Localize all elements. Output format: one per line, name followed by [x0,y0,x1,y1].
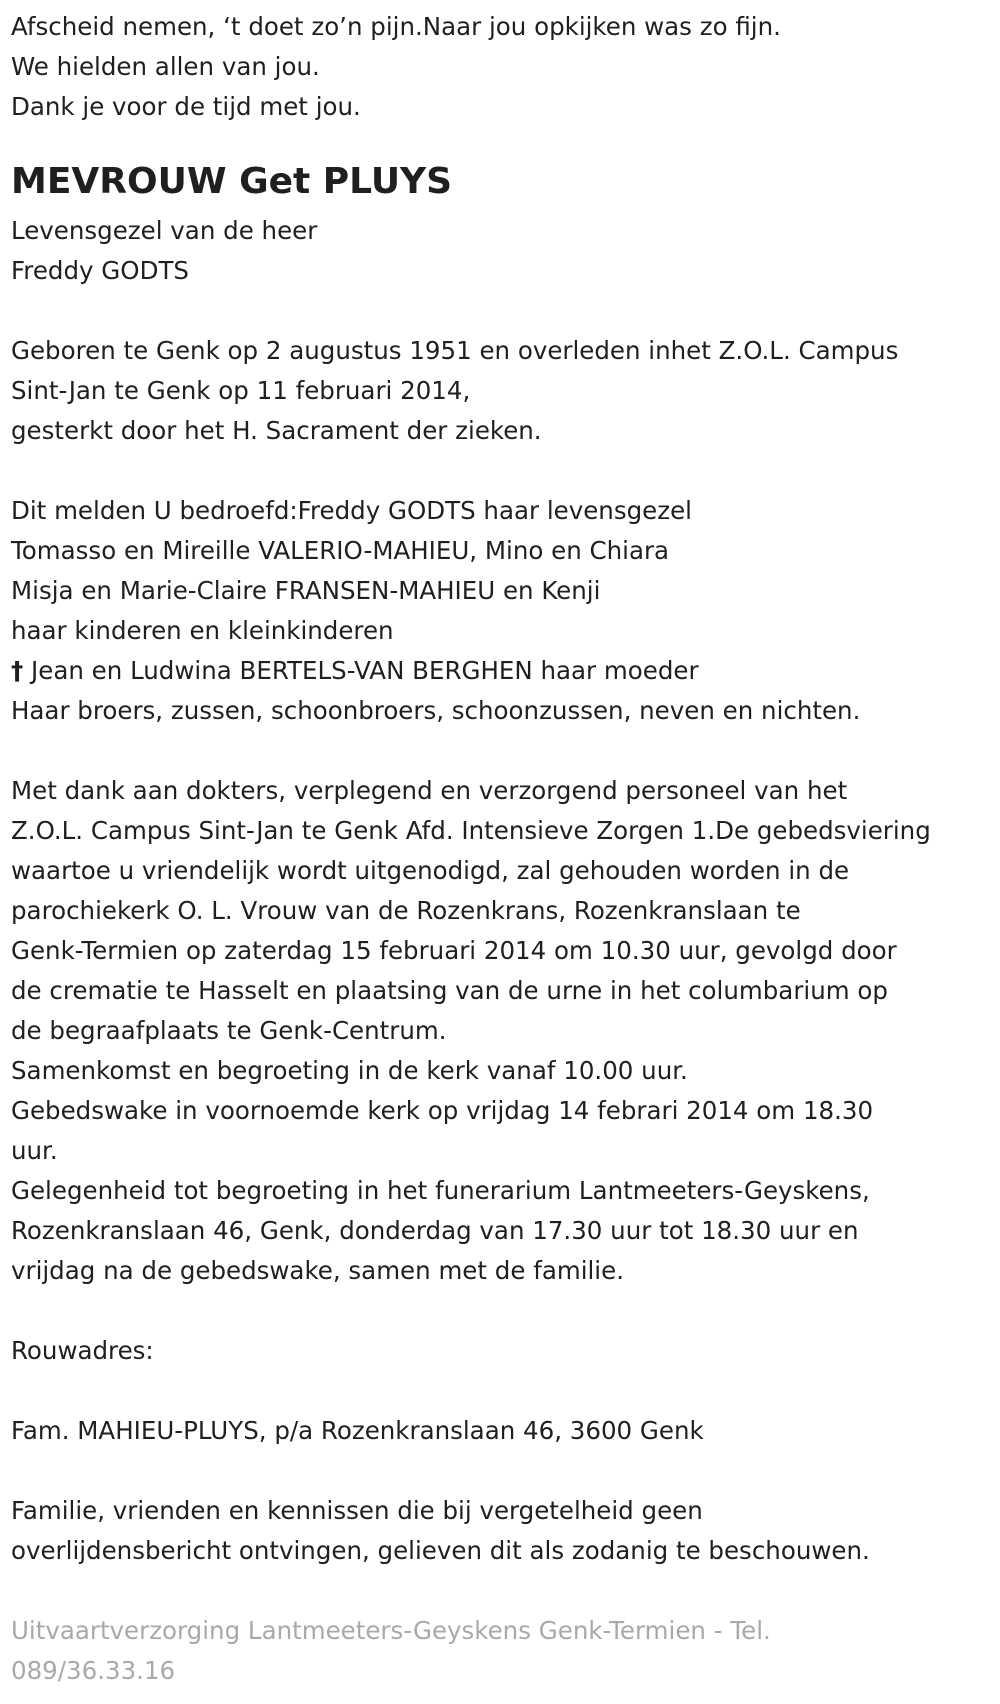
cross-icon: † [11,656,24,685]
partner-block [11,211,1000,291]
ceremony-line: Z.O.L. Campus Sint-Jan te Genk Afd. Intensieve Zorgen 1.De gebedsviering [11,816,931,845]
notice-line: Familie, vrienden en kennissen die bij vergetelheid geen [11,1496,703,1525]
poem-line: Afscheid nemen, ‘t doet zo’n pijn.Naar jou opkijken was zo fijn. [11,12,781,41]
notice-line: overlijdensbericht ontvingen, gelieven dit als zodanig te beschouwen. [11,1536,870,1565]
ceremony-line: waartoe u vriendelijk wordt uitgenodigd, zal gehouden worden in de [11,856,850,885]
family-line: Misja en Marie-Claire FRANSEN-MAHIEU en Kenji [11,576,601,605]
family-line: haar kinderen en kleinkinderen [11,616,394,645]
mourning-address: Fam. MAHIEU-PLUYS, p/a Rozenkranslaan 46, 3600 Genk [11,1416,704,1445]
partner-line: Levensgezel van de heer [11,216,318,245]
ceremony-line: parochiekerk O. L. Vrouw van de Rozenkrans, Rozenkranslaan te [11,896,801,925]
family-block [11,491,1000,731]
ceremony-block [11,771,1000,1291]
spacer [11,1571,1000,1611]
poem [11,7,1000,127]
poem-line: We hielden allen van jou. [11,52,320,81]
family-line: Tomasso en Mireille VALERIO-MAHIEU, Mino en Chiara [11,536,670,565]
footer-line: Uitvaartverzorging Lantmeeters-Geyskens Genk-Termien - Tel. [11,1616,771,1645]
family-line-deceased-parents [11,651,1000,691]
ceremony-line: Genk-Termien op zaterdag 15 februari 2014 om 10.30 uur, gevolgd door [11,936,897,965]
ceremony-line: Gebedswake in voornoemde kerk op vrijdag 14 febrari 2014 om 18.30 [11,1096,874,1125]
spacer [11,1291,1000,1331]
ceremony-line: vrijdag na de gebedswake, samen met de familie. [11,1256,624,1285]
spacer [11,127,1000,157]
funeral-home-footer [11,1611,1000,1691]
deceased-name: MEVROUW Get PLUYS [11,161,453,202]
birth-death-line: Geboren te Genk op 2 augustus 1951 en overleden inhet Z.O.L. Campus [11,336,899,365]
family-line-text: Jean en Ludwina BERTELS-VAN BERGHEN haar moeder [31,656,699,685]
spacer [11,731,1000,771]
footer-line: 089/36.33.16 [11,1656,176,1685]
ceremony-line: de crematie te Hasselt en plaatsing van de urne in het columbarium op [11,976,888,1005]
spacer [11,1371,1000,1411]
birth-death-line: Sint-Jan te Genk op 11 februari 2014, [11,376,471,405]
ceremony-line: Rozenkranslaan 46, Genk, donderdag van 17.30 uur tot 18.30 uur en [11,1216,859,1245]
mourning-address-label: Rouwadres: [11,1336,154,1365]
ceremony-line: de begraafplaats te Genk-Centrum. [11,1016,447,1045]
ceremony-line: uur. [11,1136,58,1165]
notice-block [11,1491,1000,1571]
family-line: Haar broers, zussen, schoonbroers, schoonzussen, neven en nichten. [11,696,861,725]
ceremony-line: Gelegenheid tot begroeting in het funerarium Lantmeeters-Geyskens, [11,1176,870,1205]
ceremony-line: Met dank aan dokters, verplegend en verzorgend personeel van het [11,776,848,805]
spacer [11,291,1000,331]
spacer [11,451,1000,491]
birth-death-line: gesterkt door het H. Sacrament der zieken. [11,416,542,445]
birth-death-block [11,331,1000,451]
family-line: Dit melden U bedroefd:Freddy GODTS haar levensgezel [11,496,692,525]
spacer [11,1451,1000,1491]
partner-line: Freddy GODTS [11,256,189,285]
ceremony-line: Samenkomst en begroeting in de kerk vanaf 10.00 uur. [11,1056,688,1085]
poem-line: Dank je voor de tijd met jou. [11,92,361,121]
